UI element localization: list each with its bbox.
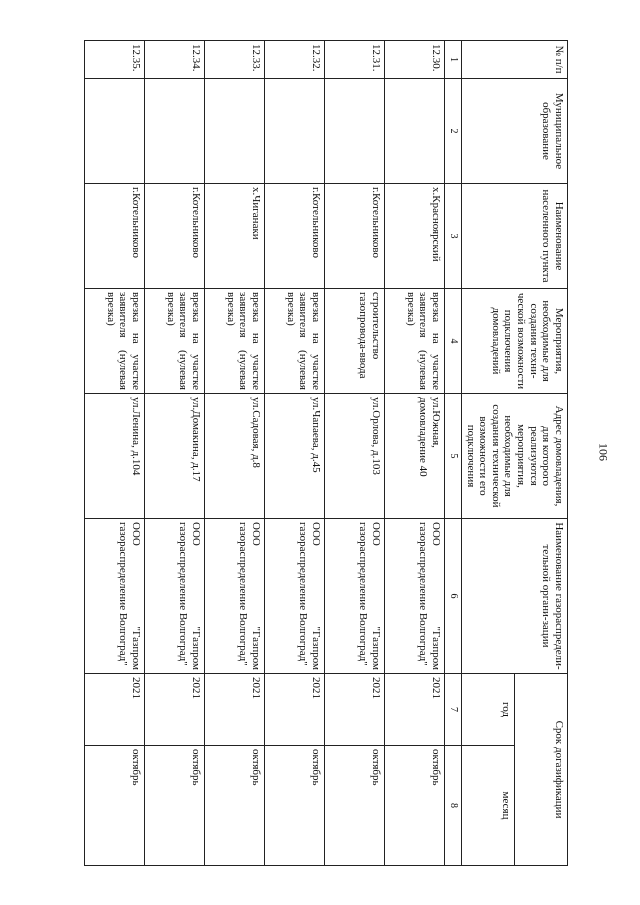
row-settlement: г.Котельниково xyxy=(144,184,204,289)
column-number: 4 xyxy=(444,289,461,394)
row-measure: врезка на участке заявителя (нулевая врезка) xyxy=(384,289,444,394)
gasification-table xyxy=(84,40,568,866)
table-row xyxy=(144,41,204,866)
row-organization: ООО "Газпром газораспределение Волгоград" xyxy=(144,519,204,674)
row-address: ул.Садовая, д.8 xyxy=(204,394,264,519)
row-number: 12.34. xyxy=(144,41,204,79)
row-month: октябрь xyxy=(144,746,204,866)
row-address: ул.Ленина, д.104 xyxy=(84,394,144,519)
row-settlement: х.Красноярский xyxy=(384,184,444,289)
row-settlement: г.Котельниково xyxy=(264,184,324,289)
row-address: ул.Орлова, д.103 xyxy=(324,394,384,519)
header-year: год xyxy=(461,674,514,746)
column-number: 2 xyxy=(444,79,461,184)
header-municipality: Муниципальное образование xyxy=(461,79,567,184)
page-number: 106 xyxy=(596,443,611,461)
header-row xyxy=(514,41,567,866)
row-year: 2021 xyxy=(264,674,324,746)
header-address: Адрес домовладения, для которого реализуются мероприятия, необходимые для создания технической возможности его подключения xyxy=(461,394,567,519)
table-row xyxy=(384,41,444,866)
table-row xyxy=(324,41,384,866)
row-number: 12.35. xyxy=(84,41,144,79)
row-month: октябрь xyxy=(384,746,444,866)
row-month: октябрь xyxy=(204,746,264,866)
column-number: 1 xyxy=(444,41,461,79)
column-number: 3 xyxy=(444,184,461,289)
row-month: октябрь xyxy=(84,746,144,866)
table-row xyxy=(84,41,144,866)
row-measure: врезка на участке заявителя (нулевая врезка) xyxy=(264,289,324,394)
row-address: ул.Домакина, д.17 xyxy=(144,394,204,519)
header-term: Срок догазификации xyxy=(514,674,567,866)
row-measure: врезка на участке заявителя (нулевая врезка) xyxy=(144,289,204,394)
row-municipality xyxy=(324,79,384,184)
table-row xyxy=(264,41,324,866)
row-organization: ООО "Газпром газораспределение Волгоград" xyxy=(264,519,324,674)
row-month: октябрь xyxy=(324,746,384,866)
column-number: 7 xyxy=(444,674,461,746)
header-measures: Мероприятия, необходимые для создания техни-ческой возможности подключения домовладений xyxy=(461,289,567,394)
row-municipality xyxy=(264,79,324,184)
header-settlement: Наименование населенного пункта xyxy=(461,184,567,289)
row-organization: ООО "Газпром газораспределение Волгоград" xyxy=(384,519,444,674)
header-organization: Наименование газораспредели-тельной органи-зации xyxy=(461,519,567,674)
column-number: 5 xyxy=(444,394,461,519)
row-organization: ООО "Газпром газораспределение Волгоград" xyxy=(204,519,264,674)
row-municipality xyxy=(384,79,444,184)
header-month: месяц xyxy=(461,746,514,866)
row-address: ул.Южная, домовладение 40 xyxy=(384,394,444,519)
row-year: 2021 xyxy=(84,674,144,746)
row-measure: врезка на участке заявителя (нулевая врезка) xyxy=(84,289,144,394)
row-measure: строительство газопровода-ввода xyxy=(324,289,384,394)
row-month: октябрь xyxy=(264,746,324,866)
row-settlement: г.Котельниково xyxy=(84,184,144,289)
header-number: № п/п xyxy=(461,41,567,79)
row-number: 12.33. xyxy=(204,41,264,79)
row-number: 12.31. xyxy=(324,41,384,79)
column-number: 8 xyxy=(444,746,461,866)
row-settlement: г.Котельниково xyxy=(324,184,384,289)
row-measure: врезка на участке заявителя (нулевая врезка) xyxy=(204,289,264,394)
row-organization: ООО "Газпром газораспределение Волгоград" xyxy=(324,519,384,674)
row-year: 2021 xyxy=(204,674,264,746)
row-address: ул.Чапаева, д.45 xyxy=(264,394,324,519)
row-municipality xyxy=(84,79,144,184)
row-settlement: х.Чиганаки xyxy=(204,184,264,289)
row-year: 2021 xyxy=(384,674,444,746)
row-organization: ООО "Газпром газораспределение Волгоград" xyxy=(84,519,144,674)
column-number-row xyxy=(444,41,461,866)
row-municipality xyxy=(144,79,204,184)
row-year: 2021 xyxy=(144,674,204,746)
row-number: 12.32. xyxy=(264,41,324,79)
row-number: 12.30. xyxy=(384,41,444,79)
row-municipality xyxy=(204,79,264,184)
column-number: 6 xyxy=(444,519,461,674)
table-row xyxy=(204,41,264,866)
row-year: 2021 xyxy=(324,674,384,746)
rotated-table-container xyxy=(58,40,568,865)
